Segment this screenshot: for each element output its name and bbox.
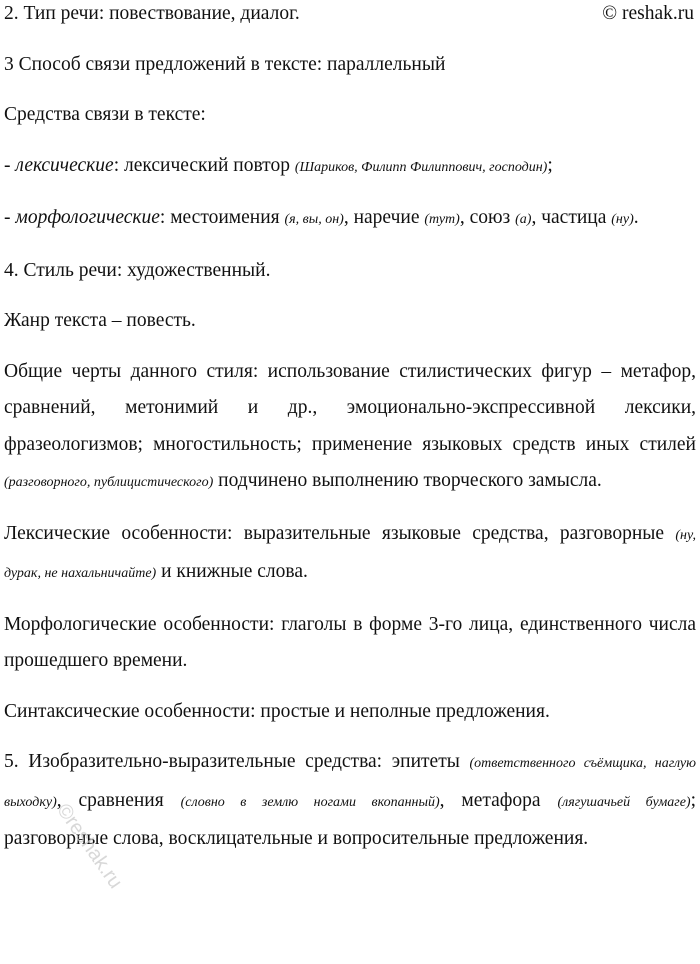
term-text: морфологические [15, 207, 160, 228]
term-text: лексические [15, 154, 114, 176]
paragraph [4, 694, 696, 731]
text-run: , частица [531, 207, 612, 228]
paragraph [4, 354, 696, 502]
text-run: и книжные слова. [156, 561, 308, 582]
text-run: ; [547, 154, 553, 176]
example-text: (ответственного съёмщика, наглую выходку) [4, 756, 696, 810]
text-run: , метафора [439, 789, 558, 811]
text-run: Лексические особенности: выразительные языковые средства, разговорные [4, 522, 676, 544]
example-text: (лягушачьей бумаге) [557, 794, 691, 810]
example-text: (тут) [424, 212, 460, 227]
text-run: 4. Стиль речи: художественный. [4, 259, 271, 281]
text-run: Жанр текста – повесть. [4, 310, 196, 331]
text-run: Синтаксические особенности: простые и неполные предложения. [4, 700, 550, 722]
text-run: 2. Тип речи: повествование, диалог. [4, 3, 300, 24]
text-run: 5. Изобразительно-выразительные средства: эпитеты [4, 751, 470, 772]
paragraph [4, 516, 696, 593]
text-run: Общие черты данного стиля: использование стилистических фигур – метафор, сравнений, метонимий и др., эмоционально-экспрессивной лексики, фразеологизмов; многостильность; применение языковых средств иных стилей [4, 360, 696, 455]
paragraph [4, 148, 696, 187]
text-run: : лексический повтор [113, 154, 295, 176]
example-text: (ну) [611, 212, 634, 227]
text-run: ; разговорные слова, восклицательные и вопросительные предложения. [4, 789, 697, 849]
paragraph [4, 607, 696, 680]
example-text: (Шариков, Филипп Филиппович, господин) [294, 159, 548, 175]
paragraph [4, 0, 696, 33]
example-text: (ну, дурак, не нахальничайте) [4, 527, 696, 581]
paragraph [4, 47, 696, 84]
text-run: , союз [459, 207, 516, 228]
text-run: - [4, 207, 16, 228]
paragraph [4, 200, 696, 239]
text-run: , сравнения [56, 789, 181, 811]
watermark: © reshak.ru [602, 3, 694, 24]
text-run: , наречие [343, 207, 425, 228]
paragraph [4, 253, 696, 290]
example-text: (а) [515, 212, 532, 227]
text-run: : местоимения [159, 207, 285, 228]
diagonal-watermark: ©reshak.ru [52, 799, 127, 893]
text-run: Морфологические особенности: глаголы в форме 3-го лица, единственного числа прошедшего времени. [4, 613, 696, 671]
text-run: подчинено выполнению творческого замысла. [213, 470, 602, 491]
text-run: - [4, 154, 16, 176]
text-run: Средства связи в тексте: [4, 104, 206, 125]
paragraph [4, 744, 696, 858]
paragraph [4, 97, 696, 134]
example-text: (я, вы, он) [284, 212, 344, 227]
paragraph [4, 303, 696, 340]
text-run: . [633, 207, 639, 228]
document-body [4, 0, 696, 872]
example-text: (разговорного, публицистического) [4, 475, 214, 490]
example-text: (словно в землю ногами вкопанный) [180, 794, 440, 810]
text-run: 3 Способ связи предложений в тексте: параллельный [4, 53, 446, 75]
